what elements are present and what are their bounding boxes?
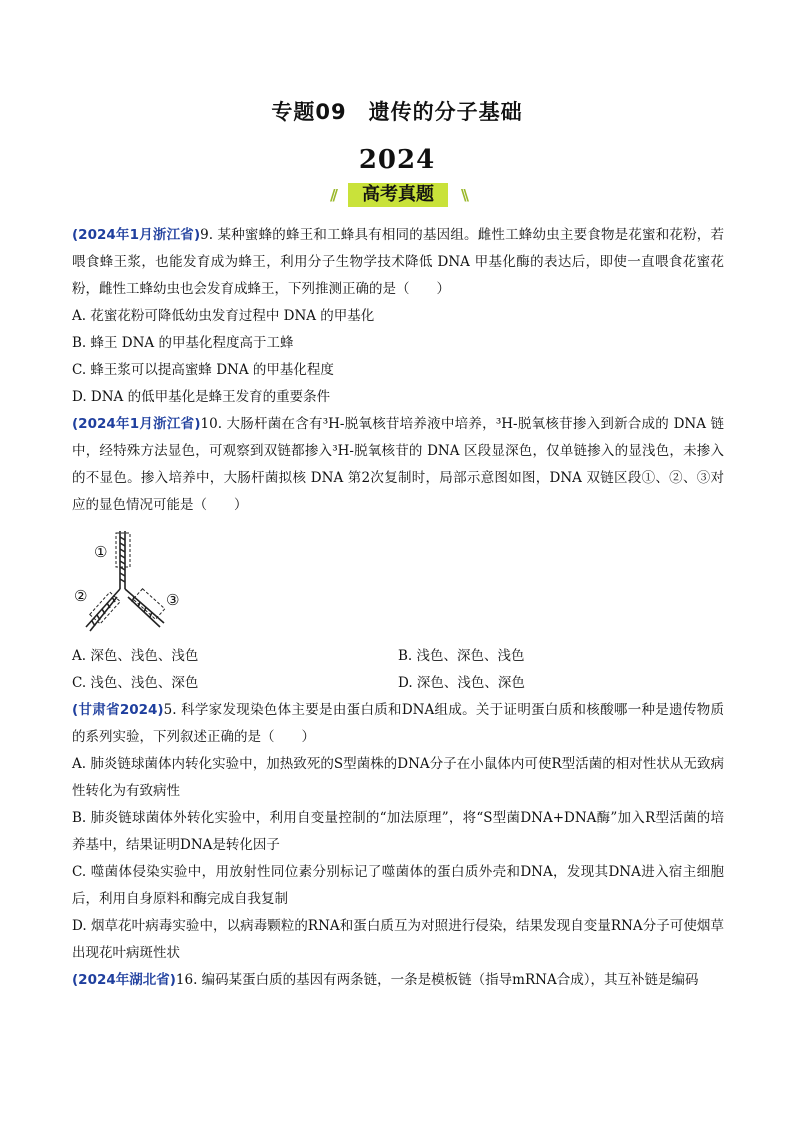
question-10-option-b: B. 浅色、深色、浅色: [398, 648, 525, 664]
question-5-option-a: A. 肺炎链球菌体内转化实验中，加热致死的S型菌株的DNA分子在小鼠体内可使R型活菌的相对性状从无致病性转化为有致病性: [72, 756, 724, 799]
question-9-option-b: B. 蜂王 DNA 的甲基化程度高于工蜂: [72, 335, 294, 351]
questions-body: [72, 222, 724, 994]
question-5-text: 5. 科学家发现染色体主要是由蛋白质和DNA组成。关于证明蛋白质和核酸哪一种是遗传物质的系列实验，下列叙述正确的是（ ）: [72, 702, 724, 745]
page-title: 专题09 遗传的分子基础: [271, 100, 523, 124]
question-5-option-d: D. 烟草花叶病毒实验中，以病毒颗粒的RNA和蛋白质互为对照进行侵染，结果发现自变量RNA分子可使烟草出现花叶病斑性状: [72, 918, 724, 961]
year-heading: 2024: [358, 145, 436, 175]
question-10-options: [72, 643, 724, 697]
figure-label-2: ②: [74, 587, 88, 605]
question-10-option-c: C. 浅色、浅色、深色: [72, 675, 199, 691]
question-10-option-d: D. 深色、浅色、深色: [398, 675, 525, 691]
banner-deco-right-icon: \\: [461, 186, 466, 204]
question-16-stem: [72, 967, 724, 994]
question-9-text: 9. 某种蜜蜂的蜂王和工蜂具有相同的基因组。雌性工蜂幼虫主要食物是花蜜和花粉，若喂食蜂王浆，也能发育成为蜂王，利用分子生物学技术降低 DNA 甲基化酶的表达后，即使一直喂食花蜜花粉，雌性工蜂幼虫也会发育成蜂王，下列推测正确的是（ ）: [72, 227, 725, 297]
question-9-source: (2024年1月浙江省): [72, 227, 201, 243]
question-16-text: 16. 编码某蛋白质的基因有两条链，一条是模板链（指导mRNA合成），其互补链是编码: [175, 972, 699, 988]
question-5-option-b: B. 肺炎链球菌体外转化实验中，利用自变量控制的“加法原理”，将“S型菌DNA+DNA酶”加入R型活菌的培养基中，结果证明DNA是转化因子: [72, 810, 724, 853]
dna-replication-figure: [72, 527, 192, 639]
question-5-stem: [72, 697, 724, 751]
question-5-option-c: C. 噬菌体侵染实验中，用放射性同位素分别标记了噬菌体的蛋白质外壳和DNA，发现其DNA进入宿主细胞后，利用自身原料和酶完成自我复制: [72, 864, 724, 907]
question-9-option-d: D. DNA 的低甲基化是蜂王发育的重要条件: [72, 389, 331, 405]
question-9-option-c: C. 蜂王浆可以提高蜜蜂 DNA 的甲基化程度: [72, 362, 334, 378]
question-10-stem: [72, 411, 724, 519]
question-9-stem: [72, 222, 724, 303]
question-5-source: (甘肃省2024): [72, 702, 164, 718]
question-10-text: 10. 大肠杆菌在含有³H-脱氧核苷培养液中培养，³H-脱氧核苷掺入到新合成的 DNA 链中，经特殊方法显色，可观察到双链都掺入³H-脱氧核苷的 DNA 区段显深色，仅单链掺入的显浅色，未掺入的不显色。掺入培养中，大肠杆菌拟核 DNA 第2次复制时，局部示意图如图，DNA 双链区段①、②、③对应的显色情况可能是（ ）: [72, 416, 724, 513]
figure-label-1: ①: [94, 543, 108, 561]
banner-label: 高考真题: [348, 183, 448, 207]
banner-deco-left-icon: //: [330, 186, 335, 204]
question-10-source: (2024年1月浙江省): [72, 416, 201, 432]
section-banner: [328, 181, 468, 211]
question-16-source: (2024年湖北省): [72, 972, 176, 988]
question-9-option-a: A. 花蜜花粉可降低幼虫发育过程中 DNA 的甲基化: [72, 308, 375, 324]
question-10-option-a: A. 深色、浅色、浅色: [72, 648, 199, 664]
replication-fork-diagram: [72, 527, 192, 639]
figure-label-3: ③: [166, 591, 180, 609]
